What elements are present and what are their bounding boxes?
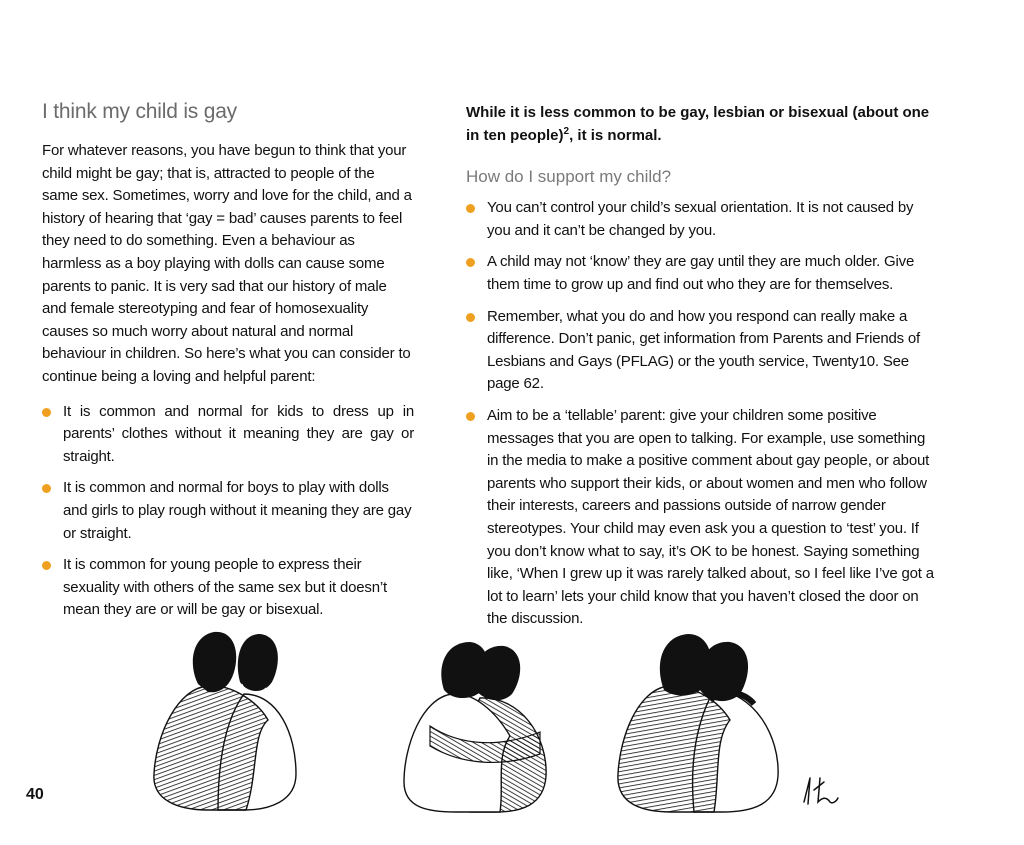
intro-paragraph: For whatever reasons, you have begun to think that your child might be gay; that is, attracted to people of the same sex. Sometimes, worry and love for the child, and a history of hearing that ‘gay = bad’ causes parents to feel they need to do something. Even a behaviour as harmless as a boy playing with dolls can cause some parents to panic. It is very sad that our history of male and female stereotyping and fear of homosexuality causes so much worry about natural and normal behaviour in children. So here’s what you can consider to continue being a loving and helpful parent: bbox=[42, 142, 412, 385]
list-item-text: Aim to be a ‘tellable’ parent: give your children some positive messages that you are open to talking. For example, use something in the media to make a positive comment about gay people, or about parents who support their kids, or about women and men who follow their interests, careers and passions outside of narrow gender stereotypes. Your child may even ask you a question to ‘test’ you. If you don’t know what to say, it’s OK to be honest. Saying something like, ‘When I grew up it was rarely talked about, so I feel like I’ve got a lot to learn’ lets your child know that you haven’t closed the door on the discussion. bbox=[487, 406, 934, 628]
lead-statement bbox=[466, 102, 938, 147]
bullet-dot-icon bbox=[466, 313, 475, 322]
couple-embracing-illustration-3 bbox=[614, 630, 784, 816]
footnote-reference: 2 bbox=[563, 125, 570, 137]
list-item bbox=[466, 405, 938, 631]
list-item bbox=[42, 401, 414, 469]
list-item-text: A child may not ‘know’ they are gay until they are much older. Give them time to grow up and find out who they are for themselves. bbox=[487, 253, 915, 293]
list-item-text: It is common and normal for kids to dress up in parents’ clothes without it meaning they are gay or straight. bbox=[63, 402, 414, 465]
bullet-dot-icon bbox=[466, 258, 475, 267]
bullet-dot-icon bbox=[42, 561, 51, 570]
list-item-text: It is common for young people to express their sexuality with others of the same sex but it doesn’t mean they are or will be gay or bisexual. bbox=[63, 556, 387, 619]
list-item bbox=[466, 306, 938, 396]
support-subheading: How do I support my child? bbox=[466, 167, 672, 187]
couple-embracing-illustration-1 bbox=[148, 624, 304, 814]
bullet-dot-icon bbox=[42, 484, 51, 493]
list-item-text: Remember, what you do and how you respond can really make a difference. Don’t panic, get information from Parents and Friends of Lesbians and Gays (PFLAG) or the youth service, Twenty10. See page 62. bbox=[487, 307, 921, 393]
list-item-text: You can’t control your child’s sexual orientation. It is not caused by you and it can’t be changed by you. bbox=[487, 199, 914, 239]
couple-embracing-illustration-2 bbox=[400, 636, 550, 816]
section-heading: I think my child is gay bbox=[42, 100, 237, 123]
lead-tail: , it is normal. bbox=[569, 126, 662, 144]
right-column bbox=[466, 102, 938, 640]
list-item bbox=[42, 554, 414, 622]
left-bullet-list bbox=[42, 401, 414, 622]
artist-signature bbox=[800, 772, 840, 808]
list-item bbox=[466, 197, 938, 242]
bullet-dot-icon bbox=[42, 408, 51, 417]
bullet-dot-icon bbox=[466, 412, 475, 421]
lead-text: While it is less common to be gay, lesbian or bisexual (about one in ten people) bbox=[466, 104, 930, 144]
left-column bbox=[42, 100, 414, 631]
list-item-text: It is common and normal for boys to play with dolls and girls to play rough without it meaning they are gay or straight. bbox=[63, 479, 412, 542]
page-number: 40 bbox=[26, 786, 44, 803]
list-item bbox=[42, 477, 414, 545]
right-bullet-list bbox=[466, 197, 938, 631]
bullet-dot-icon bbox=[466, 204, 475, 213]
list-item bbox=[466, 251, 938, 296]
